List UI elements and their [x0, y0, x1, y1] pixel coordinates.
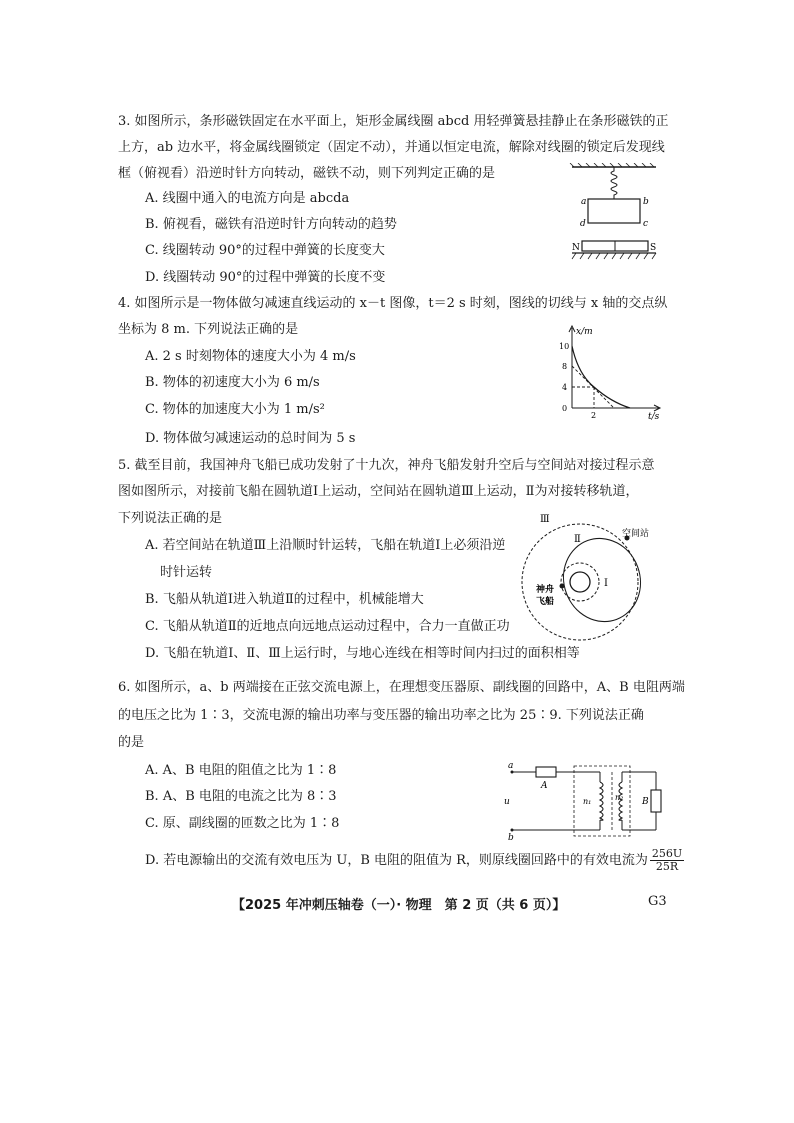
- q5-option-b: B. 飞船从轨道Ⅰ进入轨道Ⅱ的过程中，机械能增大: [145, 592, 424, 607]
- q4-line2: 坐标为 8 m. 下列说法正确的是: [118, 322, 299, 337]
- q6-option-d: [145, 848, 684, 873]
- q5-option-a: A. 若空间站在轨道Ⅲ上沿顺时针运转，飞船在轨道Ⅰ上必须沿逆: [145, 538, 506, 553]
- q3-label-a: a: [581, 197, 587, 207]
- q4-x-axis-label: t/s: [648, 412, 660, 420]
- q4-y-axis-label: x/m: [576, 327, 593, 337]
- q3-label-n: N: [572, 243, 580, 253]
- q4-ytick-4: 4: [562, 383, 568, 392]
- q4-curve: [572, 346, 630, 408]
- q6-line3: 的是: [118, 735, 145, 750]
- q3-label-d: d: [580, 219, 586, 229]
- q3-label-s: S: [650, 243, 657, 253]
- spacecraft-label-2: 飞船: [536, 597, 555, 607]
- q6-transformer-circuit: [504, 760, 662, 842]
- q4-line1: 4. 如图所示是一物体做匀减速直线运动的 x－t 图像，t＝2 s 时刻，图线的切线与 x 轴的交点纵: [118, 296, 668, 311]
- space-station-label: 空间站: [622, 529, 650, 539]
- resistor-b: [651, 790, 661, 812]
- q6-option-c: C. 原、副线圈的匝数之比为 1∶8: [145, 816, 340, 831]
- spacecraft-label-1: 神舟: [536, 585, 555, 595]
- footer-code: G3: [648, 894, 667, 909]
- q5-orbit-figure: [514, 508, 666, 644]
- q6-source-u: u: [504, 797, 510, 807]
- q6-line2: 的电压之比为 1∶3，交流电源的输出功率与变压器的输出功率之比为 25∶9. 下列说法正确: [118, 708, 644, 723]
- q4-ytick-10: 10: [559, 342, 570, 351]
- resistor-a-label: A: [541, 781, 548, 791]
- q5-line3: 下列说法正确的是: [118, 511, 223, 526]
- q4-option-d: D. 物体做匀减速运动的总时间为 5 s: [145, 431, 356, 446]
- q6-option-b: B. A、B 电阻的电流之比为 8∶3: [145, 789, 337, 804]
- q4-option-c: C. 物体的加速度大小为 1 m/s²: [145, 402, 325, 417]
- q6-terminal-a: a: [508, 761, 514, 771]
- q6-option-a: A. A、B 电阻的阻值之比为 1∶8: [145, 763, 337, 778]
- q6-option-d-fraction: [650, 848, 684, 873]
- q6-terminal-b: b: [508, 833, 514, 842]
- orbit-1-label: Ⅰ: [604, 578, 608, 589]
- q6-option-d-text: D. 若电源输出的交流有效电压为 U，B 电阻的阻值为 R，则原线圈回路中的有效电流为: [145, 853, 648, 868]
- q4-xt-graph: [556, 322, 666, 420]
- q3-option-c: C. 线圈转动 90°的过程中弹簧的长度变大: [145, 243, 385, 258]
- orbit-2-label: Ⅱ: [574, 534, 581, 545]
- orbit-3-label: Ⅲ: [540, 514, 550, 525]
- q3-line2: 上方，ab 边水平，将金属线圈锁定（固定不动），并通以恒定电流，解除对线圈的锁定后发现线: [118, 140, 665, 155]
- q3-label-c: c: [643, 219, 649, 229]
- q3-option-a: A. 线圈中通入的电流方向是 abcda: [145, 191, 350, 206]
- q5-option-a-continued: 时针运转: [160, 565, 213, 580]
- q3-label-b: b: [643, 197, 649, 207]
- q6-line1: 6. 如图所示，a、b 两端接在正弦交流电源上，在理想变压器原、副线圈的回路中，A、B 电阻两端: [118, 680, 685, 695]
- q4-option-a: A. 2 s 时刻物体的速度大小为 4 m/s: [145, 349, 356, 364]
- q3-option-b: B. 俯视看，磁铁有沿逆时针方向转动的趋势: [145, 217, 397, 232]
- q4-ytick-0: 0: [562, 404, 568, 413]
- q4-ytick-8: 8: [562, 362, 568, 371]
- resistor-a: [536, 767, 556, 777]
- q4-xtick-2: 2: [591, 411, 597, 420]
- q3-line3: 框（俯视看）沿逆时针方向转动，磁铁不动，则下列判定正确的是: [118, 166, 496, 181]
- q3-option-d: D. 线圈转动 90°的过程中弹簧的长度不变: [145, 270, 386, 285]
- primary-turns-label: n₁: [583, 797, 592, 806]
- q5-option-c: C. 飞船从轨道Ⅱ的近地点向远地点运动过程中，合力一直做正功: [145, 619, 510, 634]
- spacecraft-dot: [560, 584, 565, 589]
- fraction-numerator: 256U: [651, 847, 683, 860]
- primary-coil: [600, 782, 603, 820]
- footer-title: 【2025 年冲刺压轴卷（一）· 物理 第 2 页（共 6 页）】: [232, 898, 566, 913]
- q5-line1: 5. 截至目前，我国神舟飞船已成功发射了十九次，神舟飞船发射升空后与空间站对接过程示意: [118, 458, 655, 473]
- q4-option-b: B. 物体的初速度大小为 6 m/s: [145, 375, 320, 390]
- q3-magnet-coil-figure: [568, 163, 660, 261]
- q5-option-d: D. 飞船在轨道Ⅰ、Ⅱ、Ⅲ上运行时，与地心连线在相等时间内扫过的面积相等: [145, 646, 580, 661]
- q5-line2: 图如图所示，对接前飞船在圆轨道Ⅰ上运动，空间站在圆轨道Ⅲ上运动，Ⅱ为对接转移轨道，: [118, 484, 639, 499]
- q3-line1: 3. 如图所示，条形磁铁固定在水平面上，矩形金属线圈 abcd 用轻弹簧悬挂静止在条形磁铁的正: [118, 114, 669, 129]
- fraction-denominator: 25R: [655, 860, 679, 873]
- secondary-turns-label: n₂: [615, 793, 624, 802]
- orbit-2: [552, 528, 652, 633]
- earth: [570, 572, 590, 592]
- resistor-b-label: B: [642, 797, 649, 807]
